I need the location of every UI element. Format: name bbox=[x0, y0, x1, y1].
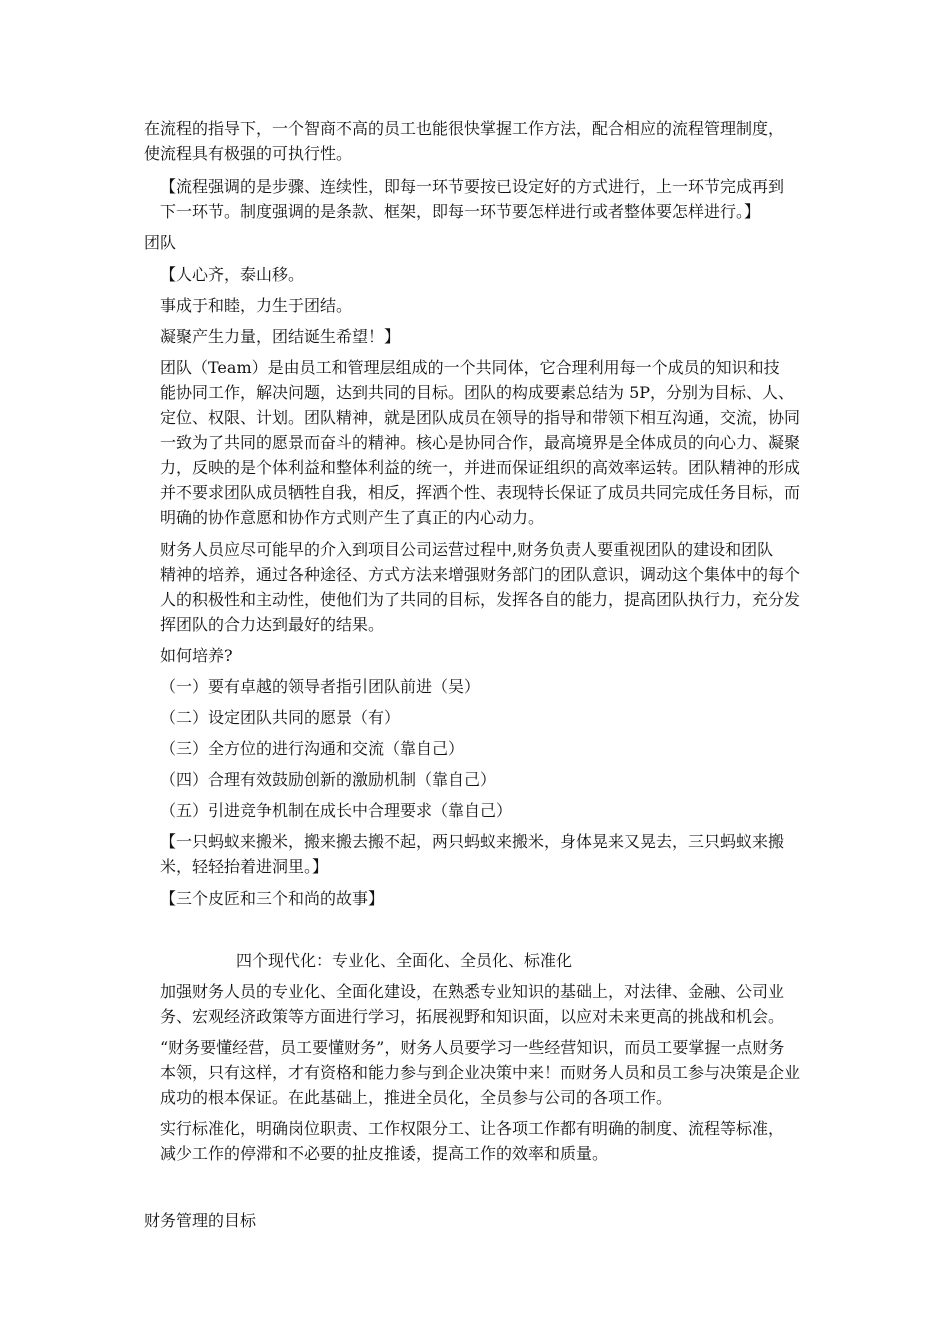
text-line: 能协同工作，解决问题，达到共同的目标。团队的构成要素总结为 5P，分别为目标、人、 bbox=[160, 383, 795, 402]
text-line: 在流程的指导下，一个智商不高的员工也能很快掌握工作方法，配合相应的流程管理制度， bbox=[144, 119, 785, 138]
text-line: 一致为了共同的愿景而奋斗的精神。核心是协同合作，最高境界是全体成员的向心力、凝聚 bbox=[160, 433, 801, 452]
text-line: 四个现代化：专业化、全面化、全员化、标准化 bbox=[236, 951, 573, 970]
text-line: 【人心齐，泰山移。 bbox=[160, 265, 305, 284]
text-line: 人的积极性和主动性，使他们为了共同的目标，发挥各自的能力，提高团队执行力，充分发 bbox=[160, 590, 801, 609]
paragraph-process-vs-system bbox=[144, 174, 810, 224]
text-line: 务、宏观经济政策等方面进行学习，拓展视野和知识面，以应对未来更高的挑战和机会。 bbox=[160, 1007, 785, 1026]
text-line: 如何培养? bbox=[160, 646, 233, 665]
text-line: （一）要有卓越的领导者指引团队前进（吴） bbox=[160, 677, 481, 696]
text-line: 定位、权限、计划。团队精神，就是团队成员在领导的指导和带领下相互沟通，交流，协同 bbox=[160, 408, 801, 427]
text-line: 团队（Team）是由员工和管理层组成的一个共同体，它合理利用每一个成员的知识和技 bbox=[160, 358, 780, 377]
text-line: “财务要懂经营，员工要懂财务”，财务人员要学习一些经营知识，而员工要掌握一点财务 bbox=[160, 1038, 785, 1057]
text-line: 米，轻轻抬着进洞里。】 bbox=[160, 857, 329, 876]
paragraph-ant-story bbox=[144, 829, 810, 879]
text-line: 财务人员应尽可能早的介入到项目公司运营过程中,财务负责人要重视团队的建设和团队 bbox=[160, 540, 774, 559]
text-line: 下一环节。制度强调的是条款、框架，即每一环节要怎样进行或者整体要怎样进行。】 bbox=[160, 202, 761, 221]
paragraph-professionalization bbox=[144, 979, 810, 1029]
paragraph-finance-team bbox=[144, 537, 810, 637]
text-line: 凝聚产生力量，团结诞生希望！】 bbox=[160, 327, 401, 346]
text-line: 事成于和睦，力生于团结。 bbox=[160, 296, 353, 315]
list-item-3 bbox=[144, 736, 810, 761]
quote-line-3 bbox=[144, 324, 810, 349]
text-line: 力，反映的是个体利益和整体利益的统一，并进而保证组织的高效率运转。团队精神的形成 bbox=[160, 458, 801, 477]
text-line: 减少工作的停滞和不必要的扯皮推诿，提高工作的效率和质量。 bbox=[160, 1144, 609, 1163]
text-line: 团队 bbox=[144, 233, 177, 252]
text-line: 加强财务人员的专业化、全面化建设，在熟悉专业知识的基础上，对法律、金融、公司业 bbox=[160, 982, 785, 1001]
paragraph-finance-business bbox=[144, 1035, 810, 1110]
text-line: 挥团队的合力达到最好的结果。 bbox=[160, 615, 385, 634]
heading-four-modernizations bbox=[236, 948, 796, 973]
text-line: 【三个皮匠和三个和尚的故事】 bbox=[160, 889, 385, 908]
text-line: 实行标准化，明确岗位职责、工作权限分工、让各项工作都有明确的制度、流程等标准， bbox=[160, 1119, 785, 1138]
text-line: 本领，只有这样，才有资格和能力参与到企业决策中来！而财务人员和员工参与决策是企业 bbox=[160, 1063, 801, 1082]
text-line: 精神的培养，通过各种途径、方式方法来增强财务部门的团队意识，调动这个集体中的每个 bbox=[160, 565, 801, 584]
text-line: 成功的根本保证。在此基础上，推进全员化，全员参与公司的各项工作。 bbox=[160, 1088, 673, 1107]
text-line: （三）全方位的进行沟通和交流（靠自己） bbox=[160, 739, 465, 758]
heading-team bbox=[144, 230, 810, 255]
text-line: 使流程具有极强的可执行性。 bbox=[144, 144, 353, 163]
text-line: （二）设定团队共同的愿景（有） bbox=[160, 708, 401, 727]
paragraph-standardization bbox=[144, 1116, 810, 1166]
text-line: 【流程强调的是步骤、连续性，即每一环节要按已设定好的方式进行，上一环节完成再到 bbox=[160, 177, 785, 196]
heading-financial-management-goals bbox=[144, 1208, 810, 1233]
quote-line-1 bbox=[144, 262, 810, 287]
list-item-4 bbox=[144, 767, 810, 792]
paragraph-cobbler-monk-story bbox=[144, 886, 810, 911]
heading-how-to-cultivate bbox=[144, 643, 810, 668]
list-item-5 bbox=[144, 798, 810, 823]
text-line: 明确的协作意愿和协作方式则产生了真正的内心动力。 bbox=[160, 508, 545, 527]
list-item-1 bbox=[144, 674, 810, 699]
paragraph-team-definition bbox=[144, 355, 810, 530]
quote-line-2 bbox=[144, 293, 810, 318]
text-line: （五）引进竞争机制在成长中合理要求（靠自己） bbox=[160, 801, 513, 820]
paragraph-process-guidance bbox=[144, 116, 810, 166]
text-line: 并不要求团队成员牺牲自我，相反，挥洒个性、表现特长保证了成员共同完成任务目标，而 bbox=[160, 483, 801, 502]
text-line: 【一只蚂蚁来搬米，搬来搬去搬不起，两只蚂蚁来搬米，身体晃来又晃去，三只蚂蚁来搬 bbox=[160, 832, 785, 851]
list-item-2 bbox=[144, 705, 810, 730]
text-line: 财务管理的目标 bbox=[144, 1211, 257, 1230]
text-line: （四）合理有效鼓励创新的激励机制（靠自己） bbox=[160, 770, 497, 789]
